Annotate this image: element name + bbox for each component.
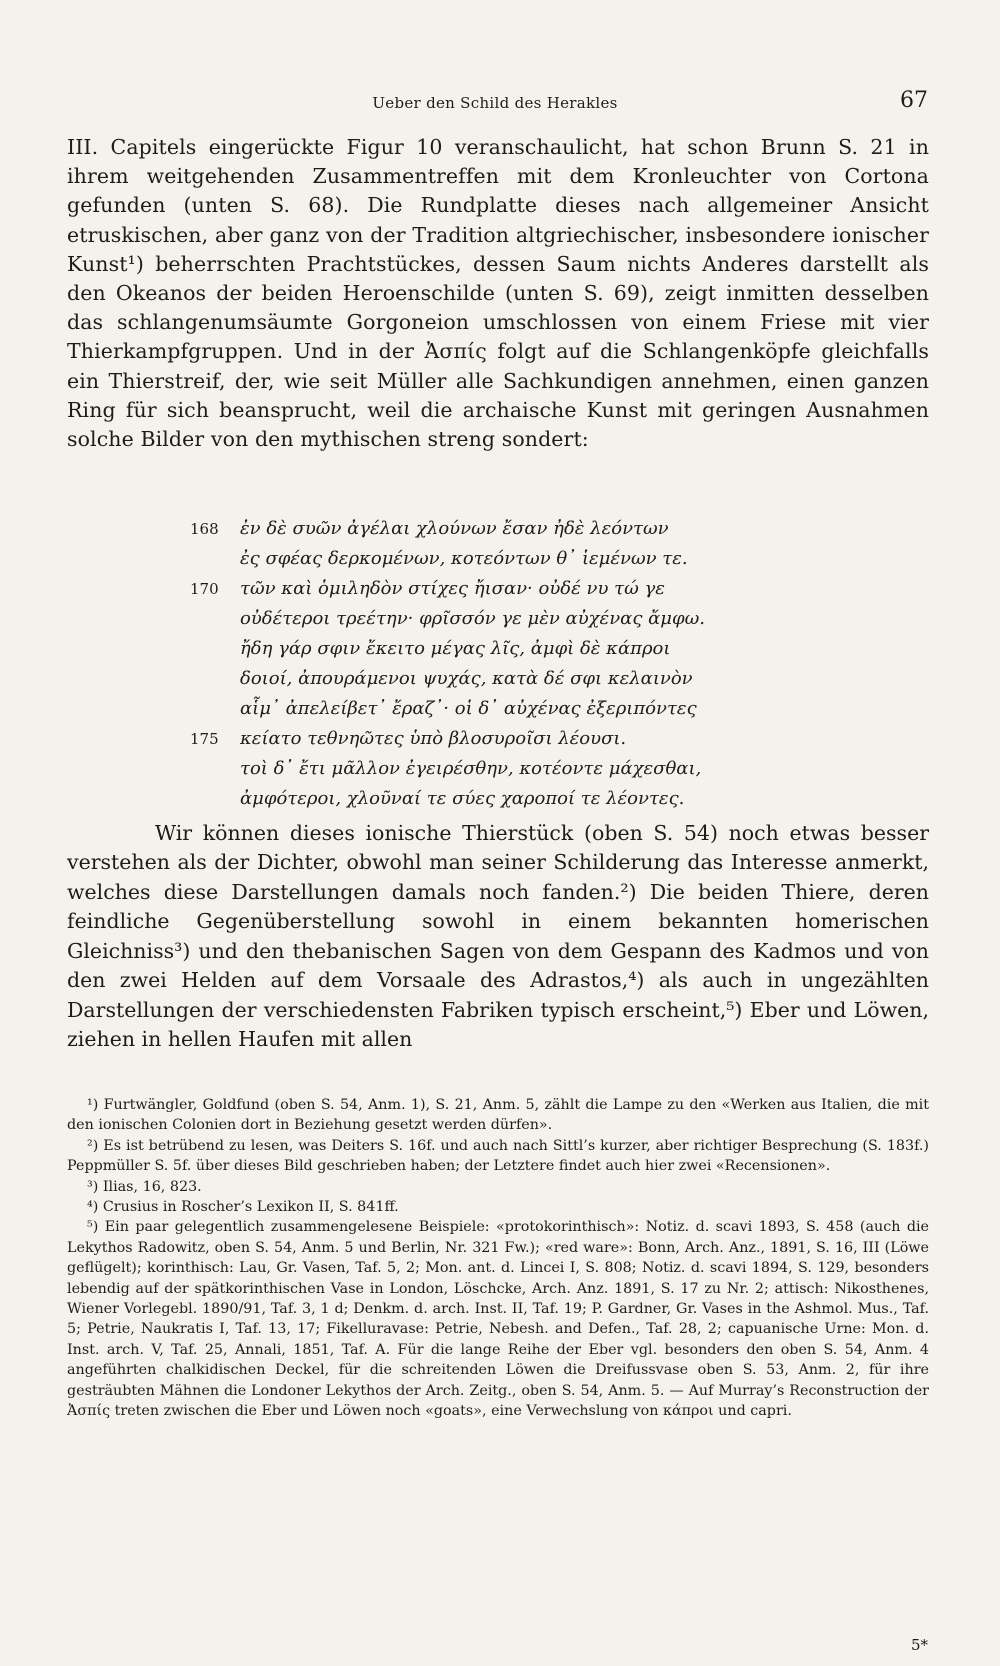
- verse-line: [190, 544, 890, 574]
- footnote-text: Ein paar gelegentlich zusammengelesene Beispiele: «protokorinthisch»: Notiz. d. scavi 1893, S. 458 (auch die Lekythos Radowitz, oben S. 54, Anm. 5 und Berlin, Nr. 321 Fw.); «red ware»: Bonn, Arch. Anz., 1891, S. 16, III (Löwe geflügelt); korinthisch: Lau, Gr. Vasen, Taf. 5, 2; Mon. ant. d. Lincei I, S. 808; Notiz. d. scavi 1894, S. 129, besonders lebendig auf der spätkorinthischen Vase in London, Löschcke, Arch. Anz. 1891, S. 17 zu Nr. 2; attisch: Nikosthenes, Wiener Vorlegebl. 1890/91, Taf. 3, 1 d; Denkm. d. arch. Inst. II, Taf. 19; P. Gardner, Gr. Vases in the Ashmol. Mus., Taf. 5; Petrie, Naukratis I, Taf. 13, 17; Fikelluravase: Petrie, Nebesh. and Defen., Taf. 28, 2; capuanische Urne: Mon. d. Inst. arch. V, Taf. 25, Annali, 1851, Taf. A. Für die lange Reihe der Eber vgl. besonders den oben S. 54, Anm. 4 angeführten chalkidischen Deckel, für die schreitenden Löwen die Dreifussvase oben S. 53, Anm. 2, für ihre gesträubten Mähnen die Londoner Lekythos der Arch. Zeitg., oben S. 54, Anm. 5. — Auf Murray’s Reconstruction der Ἀσπίς treten zwischen die Eber und Löwen noch «goats», eine Verwechslung von κάπροι und capri.: [67, 1219, 930, 1420]
- footnote-text: Furtwängler, Goldfund (oben S. 54, Anm. 1), S. 21, Anm. 5, zählt die Lampe zu den «Werken aus Italien, die mit den ionischen Colonien dort in Beziehung gesetzt werden dürfen».: [67, 1097, 930, 1134]
- verse-quotation: [190, 514, 890, 814]
- footnote-text: Crusius in Roscher’s Lexikon II, S. 841ff.: [102, 1199, 399, 1216]
- verse-number: 175: [190, 730, 219, 748]
- footnote: [67, 1136, 929, 1177]
- verse-text: ἤδη γάρ σφιν ἔκειτο μέγας λῖς, ἀμφὶ δὲ κάπροι: [240, 638, 671, 659]
- verse-line: [190, 754, 890, 784]
- running-title: Ueber den Schild des Herakles: [372, 94, 618, 112]
- paragraph: III. Capitels eingerückte Figur 10 veranschaulicht, hat schon Brunn S. 21 in ihrem weitgehenden Zusammentreffen mit dem Kronleuchter von Cortona gefunden (unten S. 68). Die Rundplatte dieses nach allgemeiner Ansicht etruskischen, aber ganz von der Tradition altgriechischer, insbesondere ionischer Kunst¹) beherrschten Prachtstückes, dessen Saum nichts Anderes darstellt als den Okeanos der beiden Heroenschilde (unten S. 69), zeigt inmitten desselben das schlangenumsäumte Gorgoneion umschlossen von einem Friese mit vier Thierkampfgruppen. Und in der Ἀσπίς folgt auf die Schlangenköpfe gleichfalls ein Thierstreif, der, wie seit Müller alle Sachkundigen annehmen, einen ganzen Ring für sich beansprucht, weil die archaische Kunst mit geringen Ausnahmen solche Bilder von den mythischen streng sondert:: [67, 135, 929, 452]
- verse-text: ἀμφότεροι, χλοῦναί τε σύες χαροποί τε λέοντες.: [240, 788, 685, 809]
- verse-text: τοὶ δ᾽ ἔτι μᾶλλον ἐγειρέσθην, κοτέοντε μάχεσθαι,: [240, 758, 702, 779]
- footnote: [67, 1217, 929, 1421]
- main-text-bottom: [67, 798, 929, 1075]
- footnote: [67, 1095, 929, 1136]
- footnote: [67, 1197, 929, 1217]
- page-header: [62, 88, 928, 118]
- signature-mark: 5*: [910, 1636, 928, 1654]
- verse-line: [190, 514, 890, 544]
- paragraph: Wir können dieses ionische Thierstück (oben S. 54) noch etwas besser verstehen als der Dichter, obwohl man seiner Schilderung das Interesse anmerkt, welches diese Darstellungen damals noch fanden.²) Die beiden Thiere, deren feindliche Gegenüberstellung sowohl in einem bekannten homerischen Gleichniss³) und den thebanischen Sagen von dem Gespann des Kadmos und von den zwei Helden auf dem Vorsaale des Adrastos,⁴) als auch in ungezählten Darstellungen der verschiedensten Fabriken typisch erscheint,⁵) Eber und Löwen, ziehen in hellen Haufen mit allen: [67, 820, 929, 1051]
- verse-text: κείατο τεθνηῶτες ὑπὸ βλοσυροῖσι λέουσι.: [240, 728, 627, 749]
- footnote-mark: ²): [87, 1137, 99, 1154]
- verse-number: 170: [190, 580, 219, 598]
- footnote-text: Ilias, 16, 823.: [102, 1178, 202, 1195]
- verse-line: [190, 604, 890, 634]
- verse-number: 168: [190, 520, 219, 538]
- verse-text: ἐς σφέας δερκομένων, κοτεόντων θ᾽ ἱεμένων τε.: [240, 548, 688, 569]
- footnote-mark: ¹): [87, 1097, 99, 1113]
- footnote-text: Es ist betrübend zu lesen, was Deiters S. 16f. und auch nach Sittl’s kurzer, aber richtiger Besprechung (S. 183f.) Peppmüller S. 5f. über dieses Bild geschrieben haben; der Letztere findet auch hier zwei «Recensionen».: [67, 1137, 930, 1175]
- verse-line: [190, 634, 890, 664]
- verse-text: αἷμ᾽ ἀπελείβετ᾽ ἔραζ᾽· οἱ δ᾽ αὐχένας ἐξεριπόντες: [240, 698, 697, 719]
- main-text-top: [67, 133, 929, 454]
- verse-text: δοιοί, ἀπουράμενοι ψυχάς, κατὰ δέ σφι κελαινὸν: [240, 668, 693, 689]
- footnote-mark: ⁵): [87, 1219, 99, 1236]
- verse-line: [190, 664, 890, 694]
- footnotes: [67, 1095, 929, 1422]
- footnote-mark: ⁴): [87, 1199, 99, 1216]
- verse-line: [190, 724, 890, 754]
- footnote: [67, 1177, 929, 1197]
- verse-line: [190, 574, 890, 604]
- verse-text: ἐν δὲ συῶν ἀγέλαι χλούνων ἔσαν ἠδὲ λεόντων: [240, 518, 669, 539]
- footnote-mark: ³): [87, 1178, 99, 1195]
- verse-text: οὐδέτεροι τρεέτην· φρῖσσόν γε μὲν αὐχένας ἄμφω.: [240, 608, 705, 629]
- verse-text: τῶν καὶ ὁμιληδὸν στίχες ἤισαν· οὐδέ νυ τώ γε: [240, 578, 665, 599]
- page-number: 67: [900, 88, 928, 113]
- verse-line: [190, 694, 890, 724]
